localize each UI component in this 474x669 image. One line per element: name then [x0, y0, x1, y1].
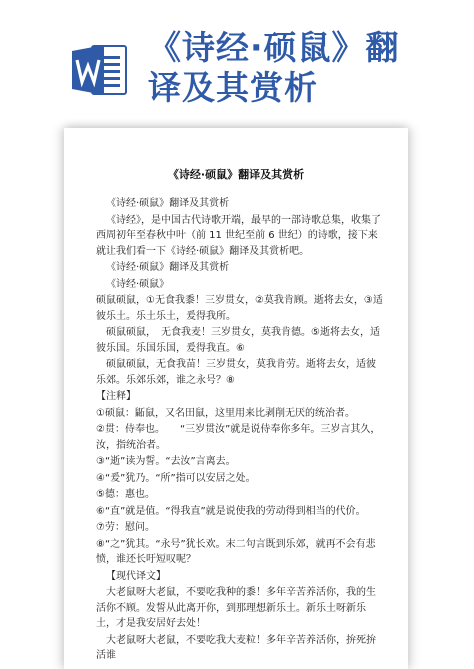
paragraph: 硕鼠硕鼠， 无食我麦！三岁贯女，莫我肯德。⑤逝将去女，适彼乐国。乐国乐国，爰得我直。⑥	[96, 327, 380, 354]
document-page	[64, 128, 408, 669]
note-item: ⑥“直”就是值。“得我直”就是说使我的劳动得到相当的代价。	[96, 505, 366, 517]
paragraph: 硕鼠硕鼠，无食我苗！三岁贯女，莫我肯劳。逝将去女，适彼乐郊。乐郊乐郊，谁之永号？⑧	[96, 359, 376, 386]
paragraph: 《诗经》，是中国古代诗歌开端，最早的一部诗歌总集，收集了西周初年至春秋中叶（前 11 世纪至前 6 世纪）的诗歌，接下来就让我们看一下《诗经·硕鼠》翻译及其赏析吧。	[96, 214, 381, 257]
note-item: ⑤德：惠也。	[96, 489, 155, 500]
document-body	[64, 196, 408, 664]
paragraph: 大老鼠呀大老鼠，不要吃我大麦粒！多年辛苦养活你，拚死拚活谁	[96, 634, 376, 661]
note-item: ⑧“之”犹其。“永号”犹长欢。末二句言既到乐郊，就再不会有悲愤，谁还长吁短叹呢？	[96, 538, 376, 565]
section-heading: 【现代译文】	[106, 570, 166, 582]
note-item: ③“逝”读为誓。“去汝”言离去。	[96, 456, 236, 467]
note-item: ④“爰”犹乃。“所”指可以安居之处。	[96, 472, 256, 484]
note-item: ①硕鼠：鼫鼠，又名田鼠，这里用来比剥削无厌的统治者。	[96, 407, 355, 419]
paragraph: 《诗经·硕鼠》	[106, 278, 170, 290]
note-item: ⑦劳：慰问。	[96, 522, 155, 533]
paragraph: 《诗经·硕鼠》翻译及其赏析	[106, 262, 230, 273]
document-title: 《诗经·硕鼠》翻译及其赏析	[167, 168, 305, 181]
section-heading: 【注释】	[96, 391, 136, 402]
banner-title	[148, 28, 468, 108]
banner-title-line1: 《诗经·硕鼠》翻	[148, 28, 400, 67]
paragraph: 大老鼠呀大老鼠，不要吃我种的黍！多年辛苦养活你，我的生活你不顾。发誓从此离开你，到那理想新乐土。新乐土呀新乐土，才是我安居好去处！	[96, 587, 376, 629]
banner-title-line2: 译及其赏析	[148, 68, 318, 107]
banner	[0, 0, 474, 120]
paragraph: 硕鼠硕鼠，①无食我黍！三岁贯女，②莫我肯顾。逝将去女，③适彼乐土。乐土乐土，爰得我所。	[96, 295, 383, 322]
note-item: ②贯：侍奉也。 “三岁贯汝”就是说侍奉你多年。三岁言其久，汝，指统治者。	[96, 424, 381, 451]
word-document-icon	[72, 42, 128, 98]
paragraph: 《诗经·硕鼠》翻译及其赏析	[106, 198, 230, 209]
